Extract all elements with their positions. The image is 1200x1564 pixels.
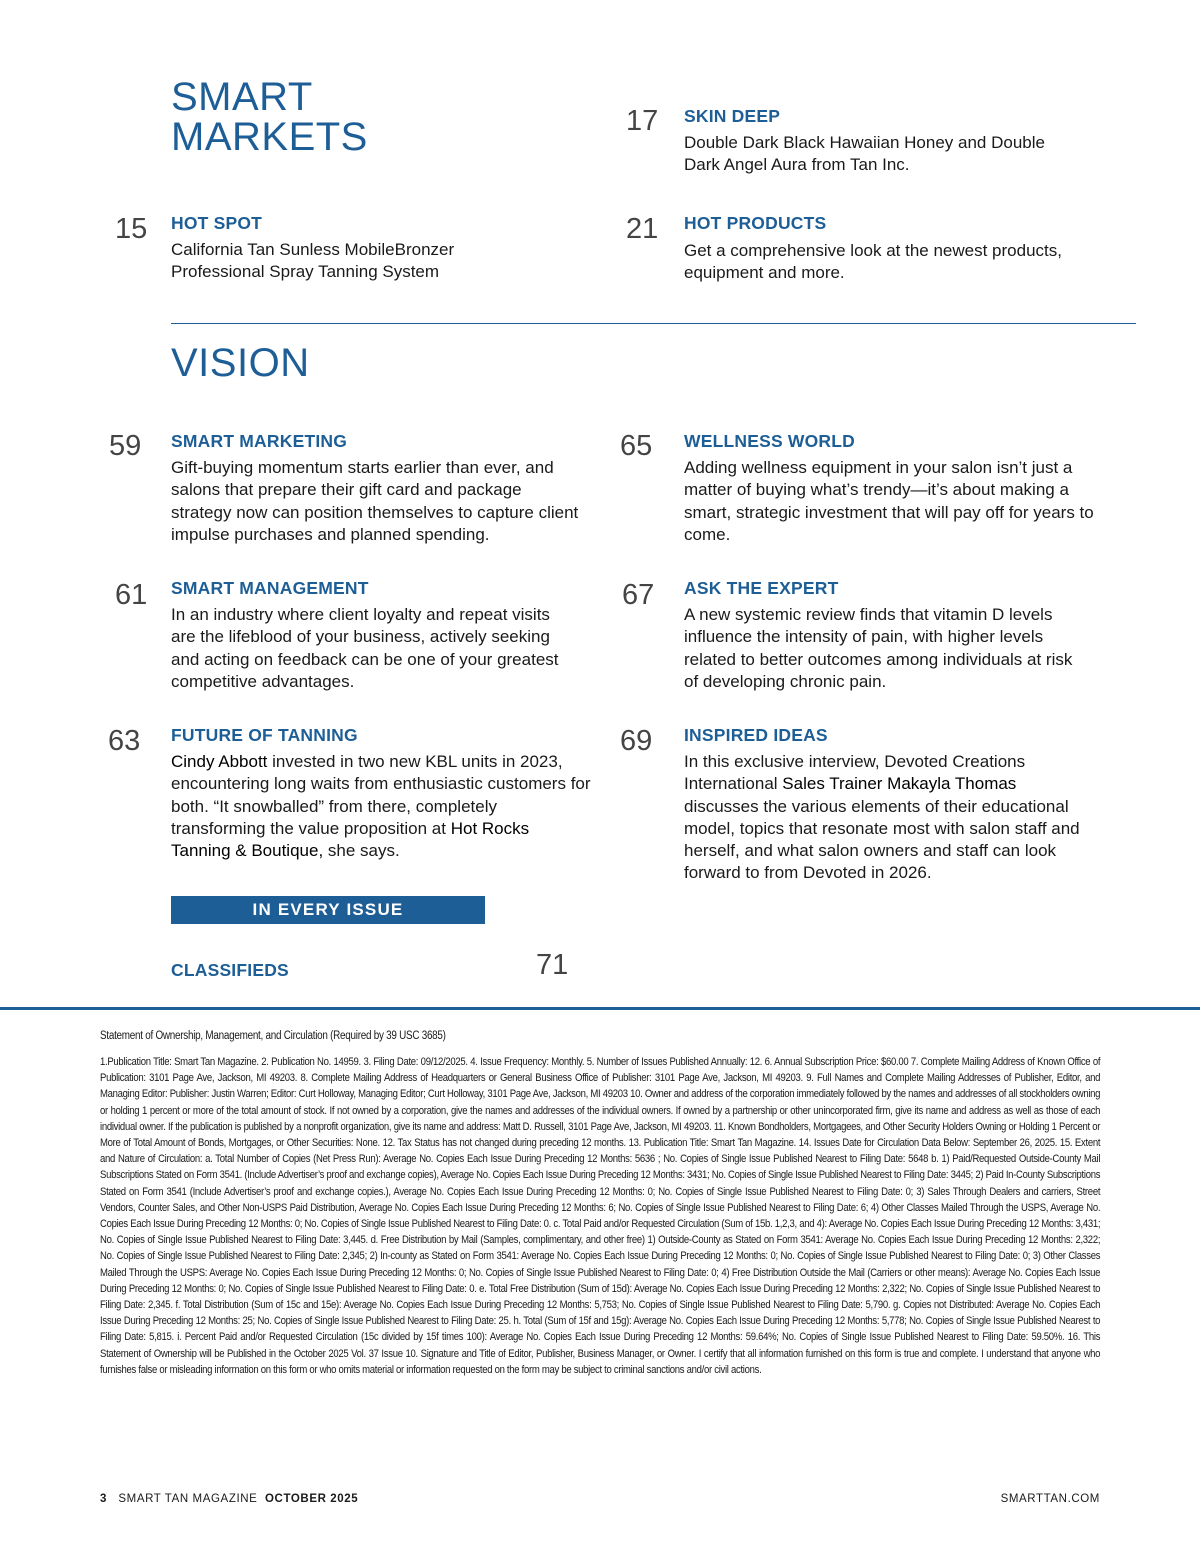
smart-markets-title	[171, 77, 368, 157]
issue-date: OCTOBER 2025	[265, 1493, 359, 1505]
page-footer-left	[100, 1493, 358, 1505]
toc-heading[interactable]: INSPIRED IDEAS	[684, 725, 828, 745]
toc-page-number: 59	[109, 430, 142, 462]
in-every-issue-banner: IN EVERY ISSUE	[171, 896, 485, 924]
toc-description: Gift-buying momentum starts earlier than ever, and salons that prepare their gift card and package strategy now can position themselves to capture client impulse purchases and planned spending.	[171, 458, 579, 544]
toc-description: Adding wellness equipment in your salon isn’t just a matter of buying what’s trendy—it’s about making a smart, strategic investment that will pay off for years to come.	[684, 458, 1094, 544]
toc-page-number: 63	[108, 725, 141, 757]
description-text: In this exclusive interview, Devoted Creations International	[684, 752, 1026, 794]
smart-markets-title-line1: SMART	[171, 75, 313, 119]
toc-heading[interactable]: HOT SPOT	[171, 213, 263, 233]
classifieds-page-number: 71	[536, 949, 569, 981]
statement-divider	[0, 1007, 1200, 1010]
toc-heading[interactable]: WELLNESS WORLD	[684, 431, 855, 451]
toc-description: In an industry where client loyalty and repeat visits are the lifeblood of your business, actively seeking and acting on feedback can be one of your greatest competitive advantages.	[171, 605, 559, 691]
toc-heading[interactable]: FUTURE OF TANNING	[171, 725, 358, 745]
description-text: invested in two new KBL units in 2023, encountering long waits from enthusiastic customers for both. “It snowballed” from there, completely transforming the value proposition at	[171, 752, 591, 838]
smart-markets-title-line2: MARKETS	[171, 115, 368, 159]
classifieds-heading[interactable]: CLASSIFIEDS	[171, 960, 289, 980]
toc-description	[171, 751, 591, 862]
statement-body: 1.Publication Title: Smart Tan Magazine. 2. Publication No. 14959. 3. Filing Date: 09/12/2025. 4. Issue Frequency: Monthly. 5. Number of Issues Published Annually: 12. 6. Annual Subscription Price: $60.00 7. Complete Mailing Address of Known Office of Publication: 3101 Page Ave, Jackson, MI 49203. 8. Complete Mailing Address of Headquarters or General Business Office of Publisher: 3101 Page Ave, Jackson, MI 49203. 9. Full Names and Complete Mailing Addresses of Publisher, Editor, and Managing Editor: Publisher: Justin Warren; Editor: Curt Holloway, Managing Editor; Curt Holloway, 3101 Page Ave, Jackson, MI 49203 10. Owner and address of the corporation immediately followed by the names and addresses of all stockholders owning or holding 1 percent or more of the total amount of stock. If not owned by a corporation, give the names and addresses of the individual owners. If owned by a partnership or other unincorporated firm, give its name and address as well as those of each individual owner. If the publication is published by a nonprofit organization, give its name and address: Matt D. Russell, 3101 Page Ave, Jackson, MI 49203. 11. Known Bondholders, Mortgagees, and Other Security Holders Owning or Holding 1 Percent or More of Total Amount of Bonds, Mortgages, or Other Securities: None. 12. Tax Status has not changed during preceding 12 months. 13. Publication Title: Smart Tan Magazine. 14. Issues Date for Circulation Data Below: September 26, 2025. 15. Extent and Nature of Circulation: a. Total Number of Copies (Net Press Run): Average No. Copies Each Issue During Preceding 12 Months: 5636 ; No. Copies of Single Issue Published Nearest to Filing Date: 5648 b. 1) Paid/Requested Outside-County Mail Subscriptions Stated on Form 3541. (Include Advertiser’s proof and exchange copies), Average No. Copies Each Issue During Preceding 12 Months: 3431; No. Copies of Single Issue Published Nearest to Filing Date: 3445; 2) Paid In-County Subscriptions Stated on Form 3541 (Include Advertiser’s proof and exchange copies.), Average No. Copies Each Issue During Preceding 12 Months: 0; No. Copies of Single Issue Published Nearest to Filing Date: 0; 3) Sales Through Dealers and carriers, Street Vendors, Counter Sales, and Other Non-USPS Paid Distribution, Average No. Copies Each Issue During Preceding 12 Months: 6; No. Copies of Single Issue Published Nearest to Filing Date: 6; 4) Other Classes Mailed Through the USPS, Average No. Copies Each Issue During Preceding 12 Months: 0; No. Copies of Single Issue Published Nearest to Filing Date: 0. c. Total Paid and/or Requested Circulation (Sum of 15b. 1,2,3, and 4): Average No. Copies Each Issue During Preceding 12 Months: 3,431; No. Copies of Single Issue Published Nearest to Filing Date: 3,445. d. Free Distribution by Mail (Samples, complimentary, and other free) 1) Outside-County as Stated on Form 3541: Average No. Copies Each Issue During Preceding 12 Months: 2,322; No. Copies of Single Issue Published Nearest to Filing Date: 2,345; 2) In-county as Stated on Form 3541: Average No. Copies Each Issue During Preceding 12 Months: 0; No. Copies of Single Issue Published Nearest to Filing Date: 0; 3) Other Classes Mailed Through the USPS: Average No. Copies Each Issue During Preceding 12 Months: 0; No. Copies of Single Issue Published Nearest to Filing Date: 0; 4) Free Distribution Outside the Mail (Carriers or other means): Average No. Copies Each Issue During Preceding 12 Months: 0; No. Copies of Single Issue Published Nearest to Filing Date: 0. e. Total Free Distribution (Sum of 15d): Average No. Copies Each Issue During Preceding 12 Months: 2,322; No. Copies of Single Issue Published Nearest to Filing Date: 2,345. f. Total Distribution (Sum of 15c and 15e): Average No. Copies Each Issue During Preceding 12 Months: 5,753; No. Copies of Single Issue Published Nearest to Filing Date: 5,790. g. Copies not Distributed: Average No. Copies Each Issue During Preceding 12 Months: 25; No. Copies of Single Issue Published Nearest to Filing Date: 25. h. Total (Sum of 15f and 15g): Average No. Copies Each Issue During Preceding 12 Months: 5,778; No. Copies of Single Issue Published Nearest to Filing Date: 5,815. i. Percent Paid and/or Requested Circulation (15c divided by 15f times 100): Average No. Copies Each Issue During Preceding 12 Months: 59.64%; No. Copies of Single Issue Published Nearest to Filing Date: 59.50%. 16. This Statement of Ownership will be Published in the October 2025 Vol. 37 Issue 10. Signature and Title of Editor, Publisher, Business Manager, or Owner. I certify that all information furnished on this form is true and complete. I understand that anyone who furnishes false or misleading information on this form or who omits material or information requested on the form may be subject to criminal sanctions and/or civil actions.	[100, 1056, 1101, 1376]
toc-description	[684, 751, 1094, 885]
toc-heading[interactable]: ASK THE EXPERT	[684, 578, 839, 598]
toc-heading[interactable]: HOT PRODUCTS	[684, 213, 827, 233]
toc-description: A new systemic review finds that vitamin D levels influence the intensity of pain, with higher levels related to better outcomes among individuals at risk of developing chronic pain.	[684, 605, 1073, 691]
toc-page-number: 67	[622, 579, 655, 611]
website-link[interactable]: SMARTTAN.COM	[1000, 1493, 1100, 1505]
statement-title: Statement of Ownership, Management, and Circulation (Required by 39 USC 3685)	[100, 1030, 446, 1042]
featured-name: Cindy Abbott	[171, 752, 268, 771]
toc-description: California Tan Sunless MobileBronzer Professional Spray Tanning System	[171, 240, 455, 282]
toc-page-number: 61	[115, 579, 148, 611]
featured-person: Sales Trainer Makayla Thomas	[782, 774, 1017, 794]
toc-page-number: 17	[626, 105, 659, 137]
toc-page-number: 21	[626, 213, 659, 245]
toc-page-number: 69	[620, 725, 653, 757]
page-number: 3	[100, 1493, 107, 1505]
vision-title: VISION	[171, 341, 310, 385]
toc-heading[interactable]: SMART MANAGEMENT	[171, 578, 369, 598]
section-divider	[171, 323, 1136, 324]
description-text: discusses the various elements of their educational model, topics that resonate most with salon staff and herself, and what salon owners and staff can look forward to from Devoted in 2026.	[684, 796, 1080, 883]
magazine-name: SMART TAN MAGAZINE	[118, 1493, 258, 1505]
toc-heading[interactable]: SKIN DEEP	[684, 106, 781, 126]
toc-heading[interactable]: SMART MARKETING	[171, 431, 348, 451]
description-text: she says.	[323, 841, 400, 861]
toc-page-number: 15	[115, 213, 148, 245]
featured-business: Hot Rocks Tanning & Boutique,	[171, 818, 530, 861]
toc-page-number: 65	[620, 430, 653, 462]
toc-description: Get a comprehensive look at the newest products, equipment and more.	[684, 241, 1062, 283]
toc-description: Double Dark Black Hawaiian Honey and Double Dark Angel Aura from Tan Inc.	[684, 133, 1045, 175]
